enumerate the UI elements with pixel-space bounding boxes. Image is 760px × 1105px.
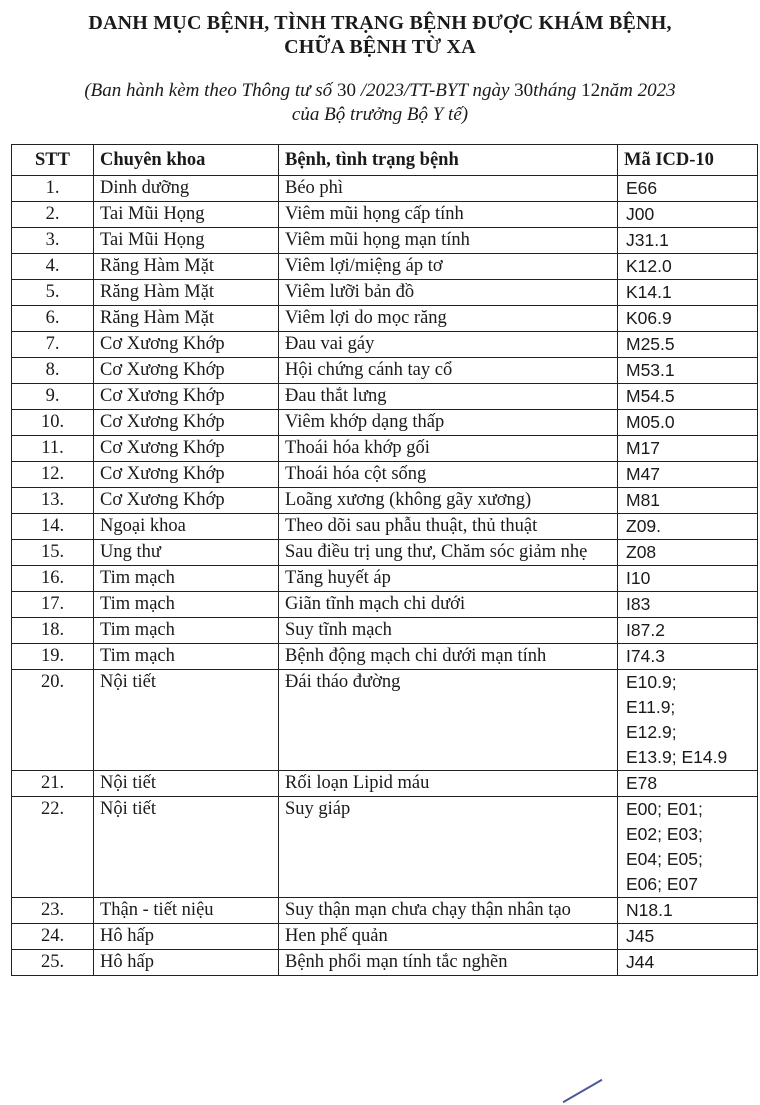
icd-code-line: M54.5: [626, 386, 675, 406]
row-specialty: Nội tiết: [94, 670, 279, 771]
issuance-mid2: tháng: [533, 80, 582, 101]
table-row: [12, 950, 758, 976]
icd-code-line: N18.1: [626, 900, 673, 920]
row-disease: Giãn tĩnh mạch chi dưới: [279, 592, 618, 618]
row-disease: Suy thận mạn chưa chạy thận nhân tạo: [279, 898, 618, 924]
icd-code-line: M17: [626, 438, 661, 458]
header-icd-code: Mã ICD-10: [618, 145, 758, 176]
document-title-line-1: DANH MỤC BỆNH, TÌNH TRẠNG BỆNH ĐƯỢC KHÁM BỆNH,: [88, 12, 672, 34]
icd-code-line: E06; E07: [626, 874, 698, 894]
row-stt: 16.: [12, 566, 94, 592]
row-specialty: Nội tiết: [94, 771, 279, 797]
table-header-row: [12, 145, 758, 176]
row-disease: Suy giáp: [279, 797, 618, 898]
row-stt: 3.: [12, 228, 94, 254]
row-specialty: Tim mạch: [94, 566, 279, 592]
table-body: [12, 176, 758, 976]
icd-code-line: I83: [626, 594, 651, 614]
table-row: [12, 924, 758, 950]
row-disease: Viêm mũi họng cấp tính: [279, 202, 618, 228]
icd-code-line: K06.9: [626, 308, 672, 328]
row-stt: 14.: [12, 514, 94, 540]
row-icd-code: [618, 176, 758, 202]
row-specialty: Cơ Xương Khớp: [94, 488, 279, 514]
table-row: [12, 280, 758, 306]
icd-code-line: I87.2: [626, 620, 665, 640]
circular-number: 30: [336, 80, 356, 101]
row-stt: 6.: [12, 306, 94, 332]
icd-code-line: J31.1: [626, 230, 669, 250]
document-title-line-2: CHỮA BỆNH TỪ XA: [284, 36, 476, 58]
table-row: [12, 306, 758, 332]
table-row: [12, 384, 758, 410]
icd-code-line: M25.5: [626, 334, 675, 354]
row-stt: 12.: [12, 462, 94, 488]
row-icd-code: [618, 332, 758, 358]
row-icd-code: [618, 228, 758, 254]
table-row: [12, 488, 758, 514]
row-disease: Bệnh phổi mạn tính tắc nghẽn: [279, 950, 618, 976]
icd-code-line: E10.9;: [626, 672, 677, 692]
issuance-mid3: năm 2023: [600, 80, 676, 101]
row-specialty: Tim mạch: [94, 592, 279, 618]
table-row: [12, 514, 758, 540]
row-icd-code: [618, 384, 758, 410]
row-stt: 23.: [12, 898, 94, 924]
row-stt: 1.: [12, 176, 94, 202]
table-row: [12, 592, 758, 618]
row-stt: 21.: [12, 771, 94, 797]
row-stt: 13.: [12, 488, 94, 514]
row-disease: Viêm lưỡi bản đồ: [279, 280, 618, 306]
icd-code-line: M47: [626, 464, 661, 484]
row-icd-code: [618, 514, 758, 540]
row-disease: Viêm khớp dạng thấp: [279, 410, 618, 436]
table-row: [12, 436, 758, 462]
row-icd-code: [618, 618, 758, 644]
row-stt: 7.: [12, 332, 94, 358]
icd-code-line: E78: [626, 773, 658, 793]
row-specialty: Tim mạch: [94, 644, 279, 670]
icd-code-line: E11.9;: [626, 697, 676, 717]
table-row: [12, 358, 758, 384]
row-specialty: Tai Mũi Họng: [94, 202, 279, 228]
row-disease: Rối loạn Lipid máu: [279, 771, 618, 797]
row-icd-code: [618, 924, 758, 950]
row-stt: 18.: [12, 618, 94, 644]
icd-code-line: Z08: [626, 542, 657, 562]
issuance-prefix: (Ban hành kèm theo Thông tư số: [84, 80, 337, 101]
row-icd-code: [618, 592, 758, 618]
icd-code-line: I74.3: [626, 646, 665, 666]
row-disease: Viêm mũi họng mạn tính: [279, 228, 618, 254]
icd-code-line: E02; E03;: [626, 824, 703, 844]
row-stt: 20.: [12, 670, 94, 771]
issuance-mid1: /2023/TT-BYT ngày: [355, 80, 515, 101]
row-disease: Béo phì: [279, 176, 618, 202]
row-specialty: Nội tiết: [94, 797, 279, 898]
row-stt: 5.: [12, 280, 94, 306]
row-disease: Hội chứng cánh tay cổ: [279, 358, 618, 384]
icd-code-line: E12.9;: [626, 722, 677, 742]
row-specialty: Hô hấp: [94, 950, 279, 976]
row-icd-code: [618, 540, 758, 566]
row-icd-code: [618, 462, 758, 488]
row-stt: 17.: [12, 592, 94, 618]
issuance-note-line-2: của Bộ trưởng Bộ Y tế): [291, 104, 469, 125]
row-disease: Thoái hóa cột sống: [279, 462, 618, 488]
row-icd-code: [618, 358, 758, 384]
row-disease: Bệnh động mạch chi dưới mạn tính: [279, 644, 618, 670]
row-disease: Đái tháo đường: [279, 670, 618, 771]
row-disease: Đau thắt lưng: [279, 384, 618, 410]
header-stt: STT: [12, 145, 94, 176]
row-specialty: Cơ Xương Khớp: [94, 384, 279, 410]
row-icd-code: [618, 280, 758, 306]
row-icd-code: [618, 488, 758, 514]
issue-day: 30: [514, 80, 534, 101]
row-stt: 4.: [12, 254, 94, 280]
row-stt: 15.: [12, 540, 94, 566]
row-disease: Tăng huyết áp: [279, 566, 618, 592]
icd-code-line: E04; E05;: [626, 849, 703, 869]
table-row: [12, 797, 758, 898]
icd-code-line: E00; E01;: [626, 799, 703, 819]
row-icd-code: [618, 306, 758, 332]
row-disease: Đau vai gáy: [279, 332, 618, 358]
row-icd-code: [618, 436, 758, 462]
table-row: [12, 618, 758, 644]
table-row: [12, 670, 758, 771]
row-icd-code: [618, 797, 758, 898]
row-disease: Loãng xương (không gãy xương): [279, 488, 618, 514]
row-specialty: Răng Hàm Mặt: [94, 254, 279, 280]
row-specialty: Cơ Xương Khớp: [94, 462, 279, 488]
icd-code-line: K14.1: [626, 282, 672, 302]
table-row: [12, 644, 758, 670]
row-specialty: Tim mạch: [94, 618, 279, 644]
issuance-note: [0, 80, 760, 102]
disease-list-table: [11, 144, 758, 976]
header-disease: Bệnh, tình trạng bệnh: [279, 145, 618, 176]
row-stt: 2.: [12, 202, 94, 228]
table-row: [12, 462, 758, 488]
row-icd-code: [618, 950, 758, 976]
row-icd-code: [618, 670, 758, 771]
row-disease: Theo dõi sau phẫu thuật, thủ thuật: [279, 514, 618, 540]
row-stt: 9.: [12, 384, 94, 410]
table-row: [12, 566, 758, 592]
row-stt: 22.: [12, 797, 94, 898]
table-row: [12, 228, 758, 254]
row-icd-code: [618, 410, 758, 436]
row-disease: Thoái hóa khớp gối: [279, 436, 618, 462]
row-stt: 19.: [12, 644, 94, 670]
row-stt: 24.: [12, 924, 94, 950]
row-stt: 11.: [12, 436, 94, 462]
table-row: [12, 540, 758, 566]
table-row: [12, 332, 758, 358]
row-specialty: Thận - tiết niệu: [94, 898, 279, 924]
row-specialty: Cơ Xương Khớp: [94, 410, 279, 436]
row-stt: 8.: [12, 358, 94, 384]
icd-code-line: E66: [626, 178, 658, 198]
row-stt: 25.: [12, 950, 94, 976]
row-specialty: Ngoại khoa: [94, 514, 279, 540]
row-stt: 10.: [12, 410, 94, 436]
row-icd-code: [618, 566, 758, 592]
icd-code-line: M05.0: [626, 412, 675, 432]
icd-code-line: K12.0: [626, 256, 672, 276]
row-icd-code: [618, 644, 758, 670]
row-specialty: Răng Hàm Mặt: [94, 280, 279, 306]
row-specialty: Hô hấp: [94, 924, 279, 950]
table-row: [12, 202, 758, 228]
row-disease: Hen phế quản: [279, 924, 618, 950]
row-disease: Suy tĩnh mạch: [279, 618, 618, 644]
row-icd-code: [618, 202, 758, 228]
icd-code-line: J00: [626, 204, 655, 224]
row-disease: Sau điều trị ung thư, Chăm sóc giảm nhẹ: [279, 540, 618, 566]
row-icd-code: [618, 254, 758, 280]
row-specialty: Dinh dưỡng: [94, 176, 279, 202]
table-row: [12, 254, 758, 280]
row-disease: Viêm lợi/miệng áp tơ: [279, 254, 618, 280]
icd-code-line: J45: [626, 926, 655, 946]
issue-month: 12: [581, 80, 601, 101]
icd-code-line: J44: [626, 952, 655, 972]
header-specialty: Chuyên khoa: [94, 145, 279, 176]
row-disease: Viêm lợi do mọc răng: [279, 306, 618, 332]
row-specialty: Ung thư: [94, 540, 279, 566]
table-row: [12, 176, 758, 202]
row-specialty: Tai Mũi Họng: [94, 228, 279, 254]
icd-code-line: E13.9; E14.9: [626, 747, 728, 767]
row-specialty: Răng Hàm Mặt: [94, 306, 279, 332]
row-specialty: Cơ Xương Khớp: [94, 436, 279, 462]
row-icd-code: [618, 771, 758, 797]
icd-code-line: M81: [626, 490, 661, 510]
icd-code-line: Z09.: [626, 516, 662, 536]
row-icd-code: [618, 898, 758, 924]
icd-code-line: M53.1: [626, 360, 675, 380]
pen-mark: [563, 1079, 603, 1103]
row-specialty: Cơ Xương Khớp: [94, 358, 279, 384]
table-row: [12, 410, 758, 436]
icd-code-line: I10: [626, 568, 651, 588]
table-row: [12, 898, 758, 924]
row-specialty: Cơ Xương Khớp: [94, 332, 279, 358]
table-row: [12, 771, 758, 797]
